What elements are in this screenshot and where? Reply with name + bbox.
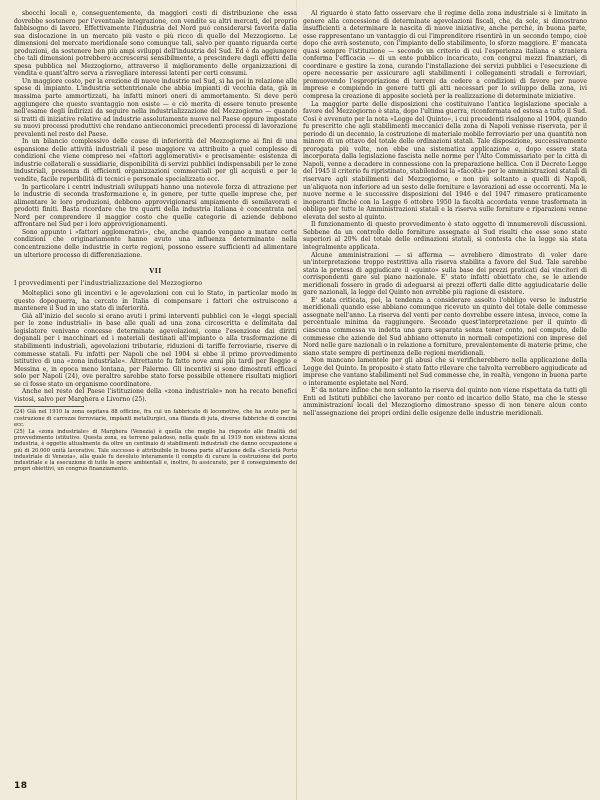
paragraph: Alcune amministrazioni — si afferma — avrebbero dimostrato di voler dare un'interpretazione troppo restrittiva alla riserva stabilita a favore del Sud. Tale sarebbe stata la pretesa di aggiudicare il «quinto» sulla base dei prezzi praticati dai vincitori di corrispondenti gare sul piano nazionale. E' stato infatti obiettato che, se le aziende meridionali fossero in grado di adeguarsi ai prezzi offerti dalle ditte aggiudicatarie delle gare nazionali, la legge del Quinto non avrebbe più ragione di esistere. bbox=[303, 251, 587, 297]
left-column bbox=[14, 10, 297, 473]
footnote: (24) Già nel 1910 la zona ospitava 88 officine, fra cui un fabbricato di locomotive, che ha avuto per la costruzione di carrozze ferroviarie, impianti metallurgici, una filanda di juta, diverse fabbriche di concimi ecc. bbox=[14, 409, 297, 428]
footnote: (25) La «zona industriale» di Marghera (Venezia) è quella che meglio ha risposto alle finalità del provvedimento istitutivo. Questa zona, su terreno paludoso, nella quale fin al 1919 non esisteva alcuna industria, è oggetto attualmente da oltre un centinaio di stabilimenti industriali che danno occupazione a più di 20.000 unità lavorative. Tale successo è attribuibile in buona parte all'azione della «Società Porto industriale di Venezia», alla quale fu devoluto interamente il compito di curare la costruzione del porto industriale e la esecuzione di tutte le opere ambientali e, inoltre, fu assicurato, per il conseguimento dei propri obiettivi, un congruo finanziamento. bbox=[14, 428, 297, 473]
paragraph: Già all'inizio del secolo si erano avuti i primi interventi pubblici con le «leggi speciali per le zone industriali» in base alle quali ad una zona circoscritta e delimitata dal legislatore venivano concesse determinate agevolazioni, come l'esenzione dai diritti doganali per i macchinari ed i materiali destinati all'impianto o alla trasformazione di stabilimenti industriali, agevolazioni tributarie, riduzioni di tariffe ferroviarie, riserve di commesse statali. Fu infatti per Napoli che nel 1904 si ebbe il primo provvedimento istitutivo di una «zona industriale». Altrettanto fu fatto nove anni più tardi per Reggio e Messina e, in epoca meno lontana, per Palermo. Gli incentivi si sono dimostrati efficaci solo per Napoli (24), ove peraltro sarebbe stato forse possibile ottenere risultati migliori se ci fosse stato un organismo coordinatore. bbox=[14, 312, 297, 388]
right-column bbox=[303, 10, 587, 418]
page-number: 18 bbox=[14, 781, 28, 791]
paragraph: E' stata criticata, poi, la tendenza a considerare assolto l'obbligo verso le industrie meridionali quando esse abbiano comunque ricevuto un quinto del totale delle commesse assegnate nell'anno. La riserva del venti per cento dovrebbe essere intesa, invece, come la percentuale minima da raggiungere. Secondo quest'interpretazione per il quinto di ciascuna commessa va indetta una gara separata senza tener conto, nel computo, delle commesse che aziende del Sud abbiano ottenuto in normali competizioni con imprese del Nord nelle gare nazionali o in relazione a forniture, prevalentemente di materie prime, che siano state sempre di pertinenza delle regioni meridionali. bbox=[303, 296, 587, 357]
paragraph: sbocchi locali e, conseguentemente, da maggiori costi di distribuzione che essa dovrebbe sostenere per l'eventuale integrazione, con vendite su altri mercati, del proprio fabbisogno di lavoro. Effettivamente l'industria del Nord può considerarsi favorita dalla sua dislocazione in un mercato più vasto e più ricco di quello del Mezzogiorno. Le dimensioni del mercato meridionale sono comunque tali, salvo per quanto riguarda certe produzioni, da sostenere ben più ampi sviluppi dell'industria del Sud. Ed è da aggiungere che tali dimensioni potrebbero accrescersi sensibilmente, a prescindere dagli effetti della spesa pubblica nel Mezzogiorno, attraverso il miglioramento delle organizzazioni di vendita e quant'altro serva a risvegliare interessi latenti per certi consumi. bbox=[14, 10, 297, 78]
paragraph: Molteplici sono gli incentivi e le agevolazioni con cui lo Stato, in particolar modo in questo dopoguerra, ha cercato in Italia di compensare i fattori che ostruiscono a mantenere il Sud in uno stato di inferiorità. bbox=[14, 290, 297, 313]
paragraph: La maggior parte delle disposizioni che costituivano l'antica legislazione speciale a favore del Mezzogiorno è stata, dopo l'ultima guerra, riconfermata ed estesa a tutto il Sud. Così è avvenuto per la nota «Legge del Quinto», i cui precedenti risalgono al 1904, quando fu prescritto che agli stabilimenti meccanici della zona di Napoli venisse riservata, per il periodo di un decennio, la costruzione di materiale mobile ferroviario per una quantità non minore di un ottavo del totale delle ordinazioni statali. Tale disposizione, successivamente prorogata più volte, non ebbe una sistematica applicazione e, dopo essere stata incorporata dalla legislazione fascista nelle norme per l'Alto Commissariato per la città di Napoli, venne a decadere in connessione con la preparazione bellica. Con il Decreto Legge del 1945 il criterio fu ripristinato, stabilendosi la «facoltà» per le amministrazioni statali di riservare agli stabilimenti del Mezzogiorno, e non più soltanto a quelli di Napoli, un'aliquota non inferiore ad un sesto delle forniture e lavorazioni ad esse occorrenti. Ma le nuove norme e le successive disposizioni del 1946 e del 1947 rimasero praticamente inoperanti finché con la Legge 6 ottobre 1950 la facoltà accordata venne trasformata in obbligo per tutte le Amministrazioni statali e la riserva sulle forniture e riparazioni venne elevata del sesto al quinto. bbox=[303, 100, 587, 221]
paragraph: Il funzionamento di questo provvedimento è stato oggetto di innumerevoli discussioni. Sebbene da un controllo delle forniture assegnate al Sud risulti che esse sono state superiori al 20% del totale delle ordinazioni statali, si contesta che la legge sia stata integralmente applicata. bbox=[303, 221, 587, 251]
paragraph: Non mancano lamentele per gli abusi che si verificherebbero nella applicazione della Legge del Quinto. In proposito è stato fatto rilevare che talvolta verrebbero aggiudicate ad imprese che vantano stabilimenti nel Sud commesse che, in realtà, vengono in buona parte o interamente espletate nel Nord. bbox=[303, 357, 587, 387]
paragraph: Anche nel resto del Paese l'istituzione della «zona industriale» non ha recato benefici vistosi, salvo per Marghera e Livorno (25). bbox=[14, 388, 297, 403]
paragraph: Un maggiore costo, per la erezione di nuove industrie nel Sud, si ha poi in relazione alle spese di impianto. L'industria settentrionale che abbia impianti di vecchia data, già in massima parte ammortizzati, ha infatti minori oneri di ammortamento. Si deve però aggiungere che questo svantaggio non esiste — e ciò merita di essere tenuto presente nell'esame degli indirizzi da seguire nella industrializzazione del Mezzogiorno — quando si tratti di iniziative relative ad industrie assolutamente nuove nel Paese oppure impostate su nuovi processi produttivi che rendano antieconomici precedenti processi di lavorazione prevalenti nel resto del Paese. bbox=[14, 77, 297, 138]
section-number: VII bbox=[149, 267, 162, 276]
footnote-divider bbox=[14, 406, 84, 407]
paragraph: In particolare i centri industriali sviluppati hanno una notevole forza di attrazione per le industrie di seconda trasformazione e, in genere, per tutte quelle imprese che, per alimentare le loro produzioni, debbono approvvigionarsi ampiamente di semilavorati e prodotti finiti. Basta ricordare che tre quarti della industria italiana è concentrata nel Nord per comprendere il maggior costo che quelle categorie di aziende debbono affrontare nel Sud per i loro approvvigionamenti. bbox=[14, 183, 297, 229]
section-title: I provvedimenti per l'industrializzazione del Mezzogiorno bbox=[14, 279, 203, 287]
paragraph: E' da notare infine che non soltanto la riserva del quinto non viene rispettata da tutti gli Enti ed Istituti pubblici che lavorano per conto ed incarico dello Stato, ma che le stesse amministrazioni locali del Mezzogiorno dimostrano spesso di non tenere alcun conto nell'assegnazione dei propri ordini delle esigenze delle industrie meridionali. bbox=[303, 387, 587, 417]
paragraph: In un bilancio complessivo delle cause di inferiorità del Mezzogiorno ai fini di una espansione delle attività industriali il peso maggiore va attribuito a quel complesso di condizioni che viene compreso nei «fattori agglomerativi» e precisamente: esistenza di industrie collaterali e sussidiarie, disponibilità di servizi pubblici indispensabili per le zone industriali, presenza di efficienti organizzazioni commerciali per gli acquisti e per le vendite, facile reperibilità di tecnici e personale specializzato ecc. bbox=[14, 138, 297, 184]
paragraph: Al riguardo è stato fatto osservare che il regime della zona industriale si è limitato in genere alla concessione di determinate agevolazioni fiscali, che, da sole, si dimostrano insufficienti a determinare la nascita di nuove iniziative, anche perché, in buona parte, esse rappresentano un vantaggio di cui l'imprenditore risentirà in un secondo tempo, cioè dopo che avrà sostenuto, con l'impianto dello stabilimento, lo sforzo maggiore. E' mancata quasi sempre l'istituzione — secondo un criterio di cui l'esperienza italiana e straniera conferma l'efficacia — di un ente pubblico incaricato, con congrui mezzi finanziari, di coordinare e gestire la zona, curando l'installazione dei servizi pubblici e l'esecuzione di opere necessarie per assicurare agli stabilimenti i collegamenti stradali e ferroviari, promuovendo l'espropriazione di terreni da cedere a condizioni di favore per nuove imprese e compiendo in genere tutti gli atti necessari per lo sviluppo della zona, ivi compresa la creazione di apposite società per la realizzazione di determinate iniziative. bbox=[303, 10, 587, 101]
paragraph: Sono appunto i «fattori agglomerativi», che, anche quando vengano a mutare certe condizioni che originariamente hanno avuto una influenza determinante nella concentrazione delle industrie in certe regioni, possono essere sufficienti ad alimentare un ulteriore processo di differenziazione. bbox=[14, 228, 297, 259]
